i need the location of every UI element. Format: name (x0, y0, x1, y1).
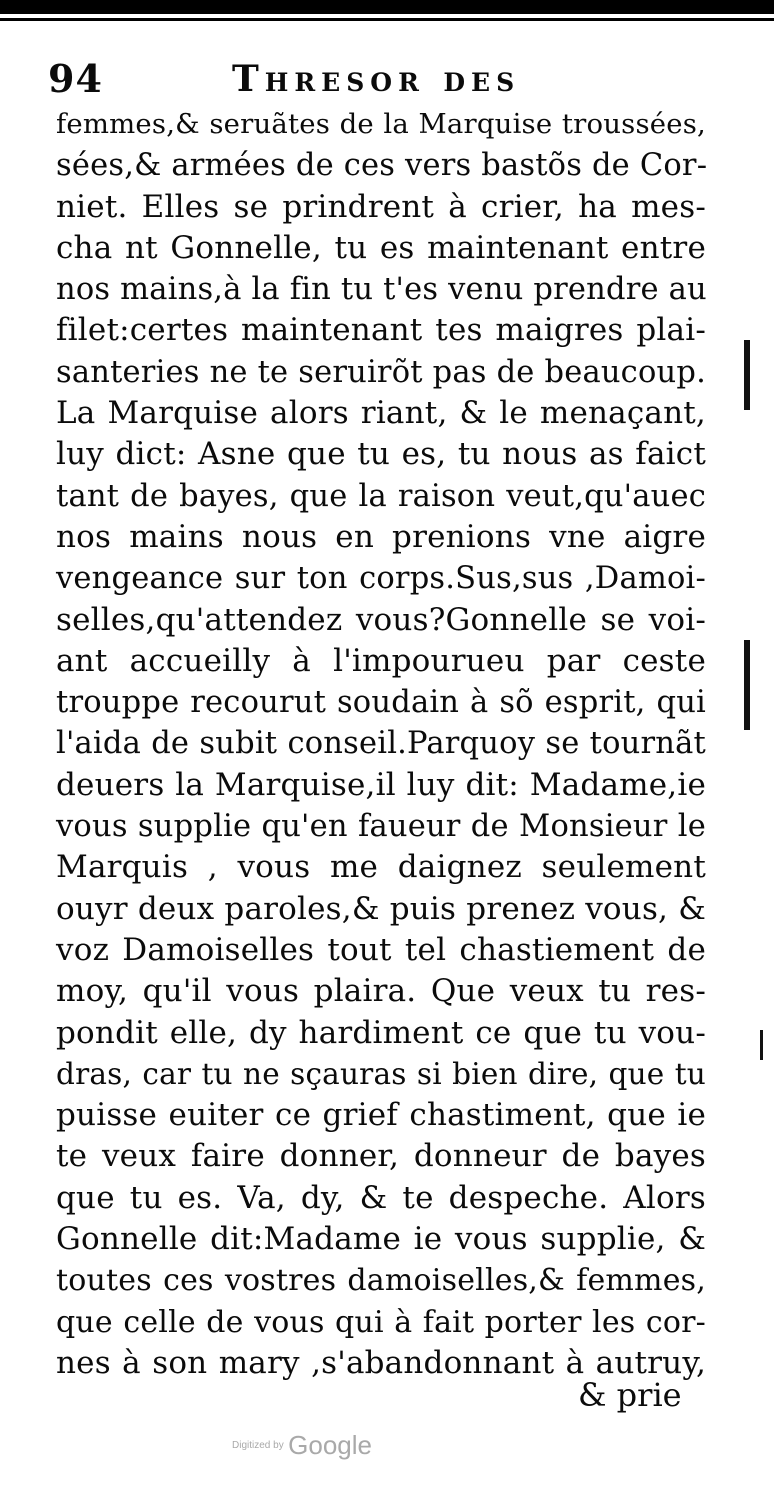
text-line: La Marquise alors riant, & le menaçant, (56, 395, 706, 432)
text-line: dras, car tu ne sçauras si bien dire, que tu (56, 1056, 706, 1091)
text-line: sées,& armées de ces vers bastõs de Cor- (56, 148, 708, 184)
text-line: ant accueilly à l'impourueu par ceste (56, 642, 706, 679)
text-line: que tu es. Va, dy, & te despeche. Alors (56, 1179, 706, 1216)
text-line: deuers la Marquise,il luy dit: Madame,ie (56, 766, 706, 803)
text-line: moy, qu'il vous plaira. Que veux tu res- (56, 973, 706, 1010)
text-line: tant de bayes, que la raison veut,qu'auec (56, 478, 706, 514)
top-rule (0, 18, 774, 21)
text-line: nos mains,à la fin tu t'es venu prendre au (56, 272, 707, 308)
text-line: pondit elle, dy hardiment ce que tu vou- (56, 1014, 706, 1051)
text-line: trouppe recourut soudain à sõ esprit, qui (56, 685, 706, 721)
page-edge-mark (744, 640, 750, 730)
page-header (48, 56, 708, 104)
text-line: selles,qu'attendez vous?Gonnelle se voi- (56, 601, 706, 638)
text-line: nes à son mary ,s'abandonnant à autruy, (56, 1344, 706, 1381)
body-text (56, 104, 706, 1384)
page-number: 94 (48, 56, 103, 101)
text-line: niet. Elles se prindrent à crier, ha mes- (56, 188, 706, 225)
digitization-watermark (232, 1430, 372, 1461)
watermark-brand: Google (288, 1430, 372, 1460)
running-head: Thresor des (232, 58, 521, 100)
text-line: santeries ne te seruirõt pas de beaucoup. (56, 354, 706, 390)
catchword: & prie (578, 1376, 682, 1414)
text-line: nos mains nous en prenions vne aigre (56, 518, 706, 555)
text-line: l'aida de subit conseil.Parquoy se tournãt (56, 726, 706, 762)
text-line: toutes ces vostres damoiselles,& femmes, (56, 1263, 706, 1299)
text-line: puisse euiter ce grief chastiment, que ie (56, 1097, 706, 1134)
watermark-prefix: Digitized by (232, 1440, 284, 1451)
top-border (0, 0, 774, 14)
page-edge-mark (760, 1030, 763, 1060)
page-edge-mark (744, 340, 750, 410)
text-line: vengeance sur ton corps.Sus,sus ,Damoi- (56, 561, 706, 597)
text-line: ouyr deux paroles,& puis prenez vous, & (56, 890, 706, 927)
text-line: vous supplie qu'en faueur de Monsieur le (56, 809, 706, 845)
text-line: filet:certes maintenant tes maigres plai- (56, 312, 706, 349)
text-line: voz Damoiselles tout tel chastiement de (56, 931, 706, 968)
text-line: luy dict: Asne que tu es, tu nous as faict (56, 436, 706, 473)
text-line: cha nt Gonnelle, tu es maintenant entre (56, 229, 706, 266)
text-line: te veux faire donner, donneur de bayes (56, 1138, 706, 1175)
text-line: Gonnelle dit:Madame ie vous supplie, & (56, 1221, 706, 1258)
text-line: que celle de vous qui à fait porter les cor- (56, 1304, 706, 1340)
text-line: Marquis , vous me daignez seulement (56, 849, 706, 886)
text-line: femmes,& seruãtes de la Marquise troussées, (56, 108, 706, 140)
